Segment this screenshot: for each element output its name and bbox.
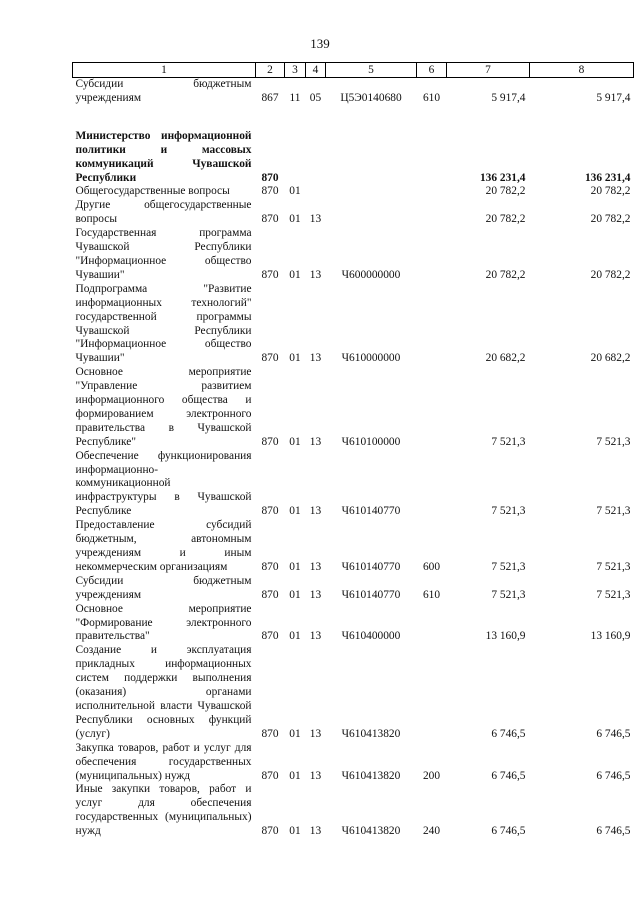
row-ved-cell: 870 <box>261 588 279 601</box>
row-vr-cell <box>417 227 447 283</box>
row-pr-cell: 13 <box>309 352 322 365</box>
row-pr-cell: 13 <box>309 727 322 740</box>
row-sum-1-cell: 6 746,5 <box>491 825 526 838</box>
row-vr-cell <box>417 283 447 366</box>
row-pr-cell: 05 <box>309 91 322 104</box>
row-name-cell: Создание и эксплуатация прикладных информационных систем поддержки выполнения (оказания) органами исполнительной власти Чувашской Республики основных функций (услуг) <box>75 644 252 740</box>
row-sum-1-cell: 20 682,2 <box>485 352 526 365</box>
table-row <box>73 130 634 186</box>
row-pr-cell: 13 <box>309 213 322 226</box>
row-sum-2-cell: 5 917,4 <box>596 91 631 104</box>
table-row <box>73 450 634 520</box>
row-rz-cell: 01 <box>289 727 301 740</box>
row-name-cell: Министерство информационной политики и массовых коммуникаций Чувашской Республики <box>75 129 252 184</box>
row-sum-1-cell: 7 521,3 <box>491 560 526 573</box>
row-csr-cell: Ц5Э0140680 <box>340 91 402 104</box>
row-sum-1-cell: 20 782,2 <box>485 185 526 198</box>
header-col-4: 4 <box>306 63 326 78</box>
row-sum-2-cell: 6 746,5 <box>596 825 631 838</box>
row-ved-cell: 870 <box>261 505 279 518</box>
spacer-cell <box>73 106 634 130</box>
row-csr-cell: Ч610413820 <box>341 727 401 740</box>
table-row <box>73 783 634 839</box>
row-name-cell: Государственная программа Чувашской Республики "Информационное общество Чувашии" <box>75 227 252 281</box>
row-csr-cell: Ч610140770 <box>341 560 401 573</box>
row-pr-cell: 13 <box>309 588 322 601</box>
header-col-7: 7 <box>447 63 530 78</box>
row-csr-cell: Ч610100000 <box>341 435 401 448</box>
row-ved-cell: 870 <box>261 727 279 740</box>
row-rz-cell: 01 <box>289 352 301 365</box>
table-row <box>73 78 634 106</box>
row-rz-cell: 01 <box>289 435 301 448</box>
row-csr-cell: Ч610140770 <box>341 588 401 601</box>
row-pr-cell <box>306 185 326 199</box>
page-number: 139 <box>310 36 330 51</box>
table-row <box>73 742 634 784</box>
table-row <box>73 519 634 575</box>
row-rz-cell: 01 <box>289 505 301 518</box>
row-csr-cell: Ч610400000 <box>341 630 401 643</box>
row-ved-cell: 870 <box>261 185 279 198</box>
row-sum-1-cell: 20 782,2 <box>485 213 526 226</box>
row-name-cell: Основное мероприятие "Формирование электронного правительства" <box>75 602 252 643</box>
row-name-cell: Предоставление субсидий бюджетным, автономным учреждениям и иным некоммерческим организациям <box>75 519 252 573</box>
header-col-1: 1 <box>73 63 256 78</box>
row-rz-cell <box>285 130 306 186</box>
row-pr-cell: 13 <box>309 560 322 573</box>
table-row <box>73 227 634 283</box>
header-col-6: 6 <box>417 63 447 78</box>
row-ved-cell: 870 <box>261 171 279 184</box>
table-header <box>73 63 634 78</box>
row-vr-cell <box>417 644 447 741</box>
row-name-cell: Обеспечение функционирования информационно-коммуникационной инфраструктуры в Чувашской Республике <box>75 449 252 518</box>
row-csr-cell: Ч610413820 <box>341 825 401 838</box>
budget-table <box>72 62 634 839</box>
row-sum-1-cell: 7 521,3 <box>491 505 526 518</box>
row-sum-1-cell: 7 521,3 <box>491 435 526 448</box>
table-body <box>73 78 634 840</box>
row-vr-cell: 240 <box>422 825 441 838</box>
row-rz-cell: 01 <box>289 588 301 601</box>
row-ved-cell: 870 <box>261 769 279 782</box>
row-rz-cell: 01 <box>289 630 301 643</box>
row-ved-cell: 870 <box>261 435 279 448</box>
row-rz-cell: 11 <box>289 91 301 104</box>
table-row <box>73 603 634 645</box>
row-vr-cell: 610 <box>422 588 441 601</box>
row-name-cell: Основное мероприятие "Управление развитием информационного общества и формированием электронного правительства в Чувашской Республике" <box>75 366 252 448</box>
row-csr-cell: Ч610000000 <box>341 352 401 365</box>
row-name-cell: Другие общегосударственные вопросы <box>75 199 252 226</box>
row-rz-cell: 01 <box>289 268 301 281</box>
row-vr-cell <box>417 366 447 449</box>
row-name-cell: Подпрограмма "Развитие информационных технологий" государственной программы Чувашской Республики "Информационное общество Чувашии" <box>75 282 252 365</box>
row-ved-cell: 870 <box>261 352 279 365</box>
row-ved-cell: 870 <box>261 268 279 281</box>
row-ved-cell: 870 <box>261 630 279 643</box>
row-sum-2-cell: 136 231,4 <box>584 171 631 184</box>
row-rz-cell: 01 <box>289 213 301 226</box>
header-col-3: 3 <box>285 63 306 78</box>
row-name-cell: Закупка товаров, работ и услуг для обеспечения государственных (муниципальных) нужд <box>75 741 252 782</box>
row-pr-cell: 13 <box>309 435 322 448</box>
row-sum-1-cell: 5 917,4 <box>491 91 526 104</box>
row-sum-2-cell: 20 782,2 <box>590 185 631 198</box>
row-sum-1-cell: 7 521,3 <box>491 588 526 601</box>
row-sum-1-cell: 136 231,4 <box>479 171 526 184</box>
row-sum-1-cell: 13 160,9 <box>485 630 526 643</box>
row-pr-cell: 13 <box>309 825 322 838</box>
table-row <box>73 644 634 741</box>
row-csr-cell <box>326 130 417 186</box>
row-sum-2-cell: 20 682,2 <box>590 352 631 365</box>
row-sum-2-cell: 6 746,5 <box>596 769 631 782</box>
row-sum-2-cell: 7 521,3 <box>596 435 631 448</box>
row-name-cell: Субсидии бюджетным учреждениям <box>75 574 252 601</box>
row-sum-2-cell: 7 521,3 <box>596 588 631 601</box>
row-pr-cell <box>306 130 326 186</box>
row-vr-cell <box>417 450 447 520</box>
header-col-2: 2 <box>256 63 285 78</box>
row-vr-cell: 600 <box>422 560 441 573</box>
row-vr-cell <box>417 603 447 645</box>
row-vr-cell: 200 <box>422 769 441 782</box>
table-row <box>73 283 634 366</box>
row-ved-cell: 870 <box>261 560 279 573</box>
row-rz-cell: 01 <box>289 185 301 198</box>
row-vr-cell <box>417 199 447 227</box>
row-rz-cell: 01 <box>289 769 301 782</box>
header-col-8: 8 <box>530 63 634 78</box>
row-sum-2-cell: 13 160,9 <box>590 630 631 643</box>
row-csr-cell: Ч600000000 <box>341 268 401 281</box>
row-pr-cell: 13 <box>309 769 322 782</box>
row-sum-2-cell: 7 521,3 <box>596 505 631 518</box>
row-csr-cell <box>326 185 417 199</box>
table-row <box>73 575 634 603</box>
row-name-cell: Общегосударственные вопросы <box>75 185 230 198</box>
row-vr-cell: 610 <box>422 91 441 104</box>
row-csr-cell: Ч610140770 <box>341 505 401 518</box>
row-sum-2-cell: 20 782,2 <box>590 268 631 281</box>
row-ved-cell: 870 <box>261 213 279 226</box>
row-sum-1-cell: 6 746,5 <box>491 727 526 740</box>
row-rz-cell: 01 <box>289 825 301 838</box>
table-row <box>73 366 634 449</box>
row-name-cell: Субсидии бюджетным учреждениям <box>75 78 252 104</box>
row-sum-2-cell: 7 521,3 <box>596 560 631 573</box>
spacer-row <box>73 106 634 130</box>
row-pr-cell: 13 <box>309 505 322 518</box>
row-vr-cell <box>417 130 447 186</box>
header-col-5: 5 <box>326 63 417 78</box>
row-sum-2-cell: 6 746,5 <box>596 727 631 740</box>
row-pr-cell: 13 <box>309 630 322 643</box>
row-ved-cell: 870 <box>261 825 279 838</box>
row-vr-cell <box>417 185 447 199</box>
table-row <box>73 185 634 199</box>
row-sum-1-cell: 6 746,5 <box>491 769 526 782</box>
row-csr-cell <box>326 199 417 227</box>
row-pr-cell: 13 <box>309 268 322 281</box>
row-ved-cell: 867 <box>261 91 279 104</box>
table-row <box>73 199 634 227</box>
row-name-cell: Иные закупки товаров, работ и услуг для обеспечения государственных (муниципальных) нужд <box>75 783 252 838</box>
row-sum-2-cell: 20 782,2 <box>590 213 631 226</box>
row-rz-cell: 01 <box>289 560 301 573</box>
row-csr-cell: Ч610413820 <box>341 769 401 782</box>
row-sum-1-cell: 20 782,2 <box>485 268 526 281</box>
